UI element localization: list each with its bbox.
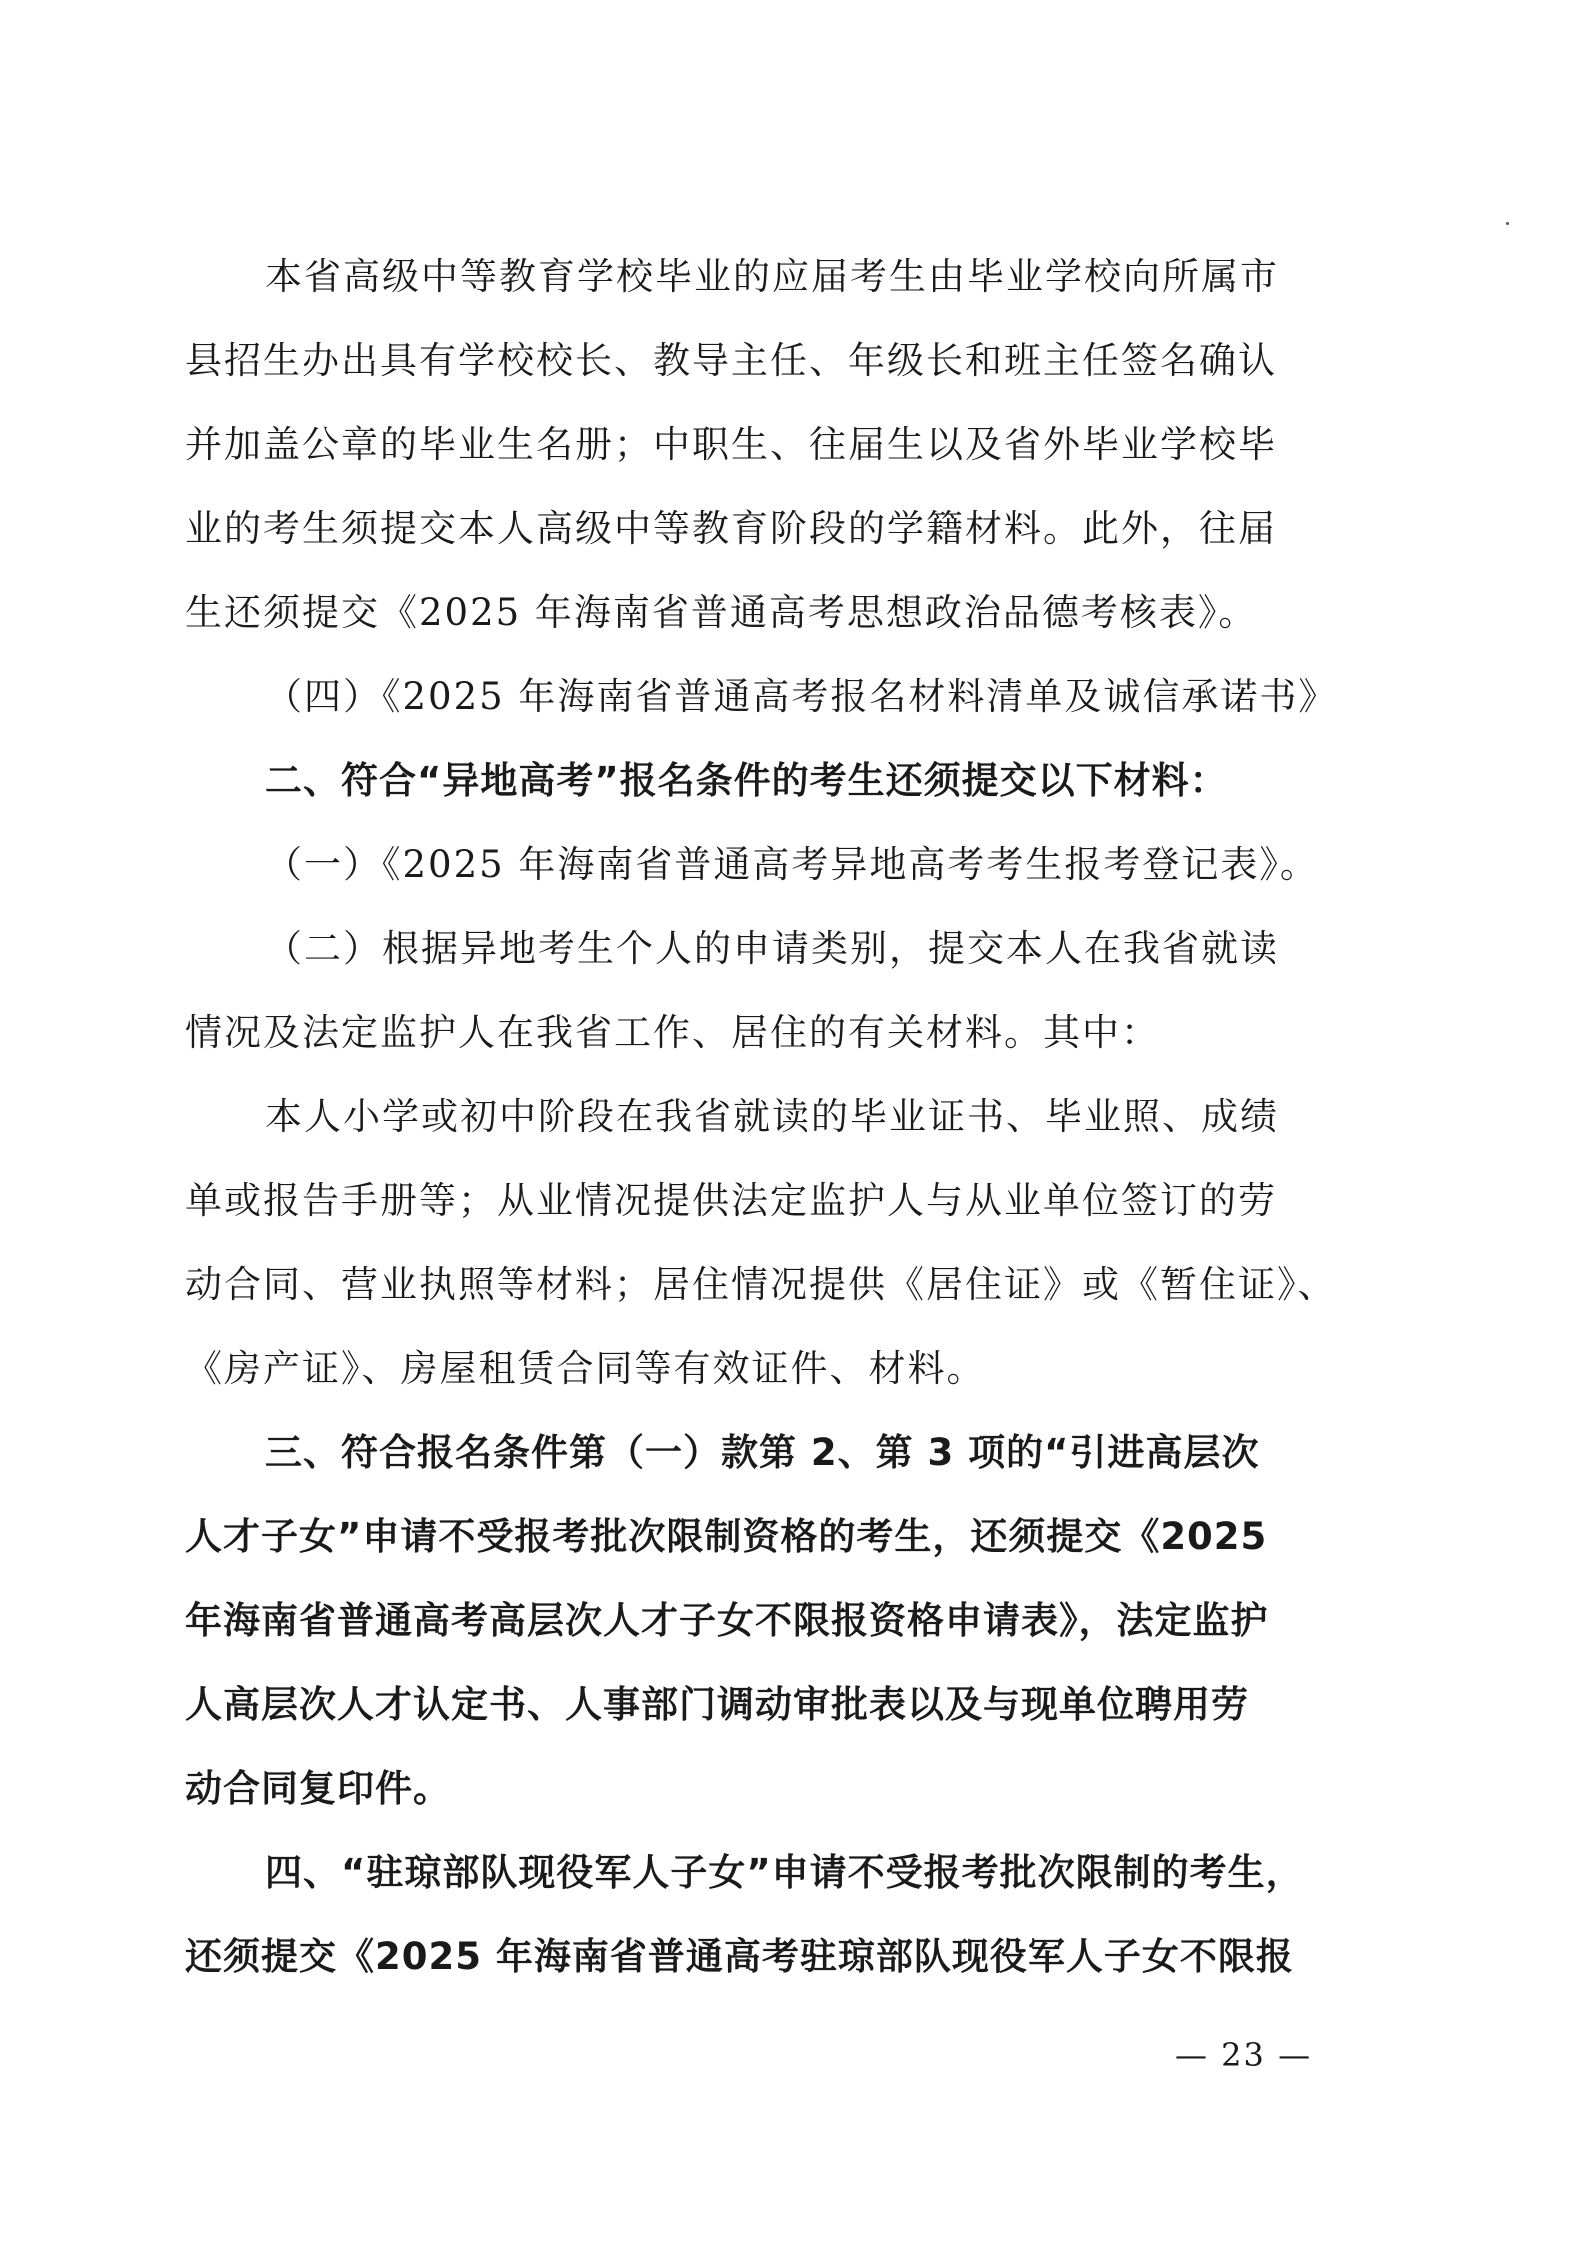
section-heading: 人高层次人才认定书、人事部门调动审批表以及与现单位聘用劳 <box>185 1683 1249 1726</box>
body-line: 并加盖公章的毕业生名册；中职生、往届生以及省外毕业学校毕 <box>185 423 1277 466</box>
body-line: 业的考生须提交本人高级中等教育阶段的学籍材料。此外，往届 <box>185 507 1277 550</box>
body-line: （一）《2025 年海南省普通高考异地高考考生报考登记表》。 <box>265 843 1319 886</box>
section-heading: 还须提交《2025 年海南省普通高考驻琼部队现役军人子女不限报 <box>185 1935 1294 1978</box>
section-heading: 年海南省普通高考高层次人才子女不限报资格申请表》，法定监护 <box>185 1599 1269 1642</box>
body-line: 本省高级中等教育学校毕业的应届考生由毕业学校向所属市 <box>265 255 1279 298</box>
section-heading: 人才子女”申请不受报考批次限制资格的考生，还须提交《2025 <box>185 1515 1268 1558</box>
section-heading: 二、符合“异地高考”报名条件的考生还须提交以下材料： <box>265 759 1228 802</box>
body-line: （四）《2025 年海南省普通高考报名材料清单及诚信承诺书》 <box>265 675 1338 718</box>
section-heading: 三、符合报名条件第（一）款第 2、第 3 项的“引进高层次 <box>265 1431 1260 1474</box>
body-line: 单或报告手册等；从业情况提供法定监护人与从业单位签订的劳 <box>185 1179 1277 1222</box>
scan-speck <box>1506 222 1509 225</box>
body-line: 动合同、营业执照等材料；居住情况提供《居住证》或《暂住证》、 <box>185 1263 1337 1306</box>
body-line: 生还须提交《2025 年海南省普通高考思想政治品德考核表》。 <box>185 591 1258 634</box>
body-line: （二）根据异地考生个人的申请类别，提交本人在我省就读 <box>265 927 1279 970</box>
section-heading: 动合同复印件。 <box>185 1767 451 1810</box>
section-heading: 四、“驻琼部队现役军人子女”申请不受报考批次限制的考生， <box>265 1851 1304 1894</box>
body-line: 《房产证》、房屋租赁合同等有效证件、材料。 <box>185 1347 986 1390</box>
body-line: 县招生办出具有学校校长、教导主任、年级长和班主任签名确认 <box>185 339 1277 382</box>
page-number: — 23 — <box>1175 2036 1313 2074</box>
body-line: 本人小学或初中阶段在我省就读的毕业证书、毕业照、成绩 <box>265 1095 1279 1138</box>
body-line: 情况及法定监护人在我省工作、居住的有关材料。其中： <box>185 1011 1160 1054</box>
